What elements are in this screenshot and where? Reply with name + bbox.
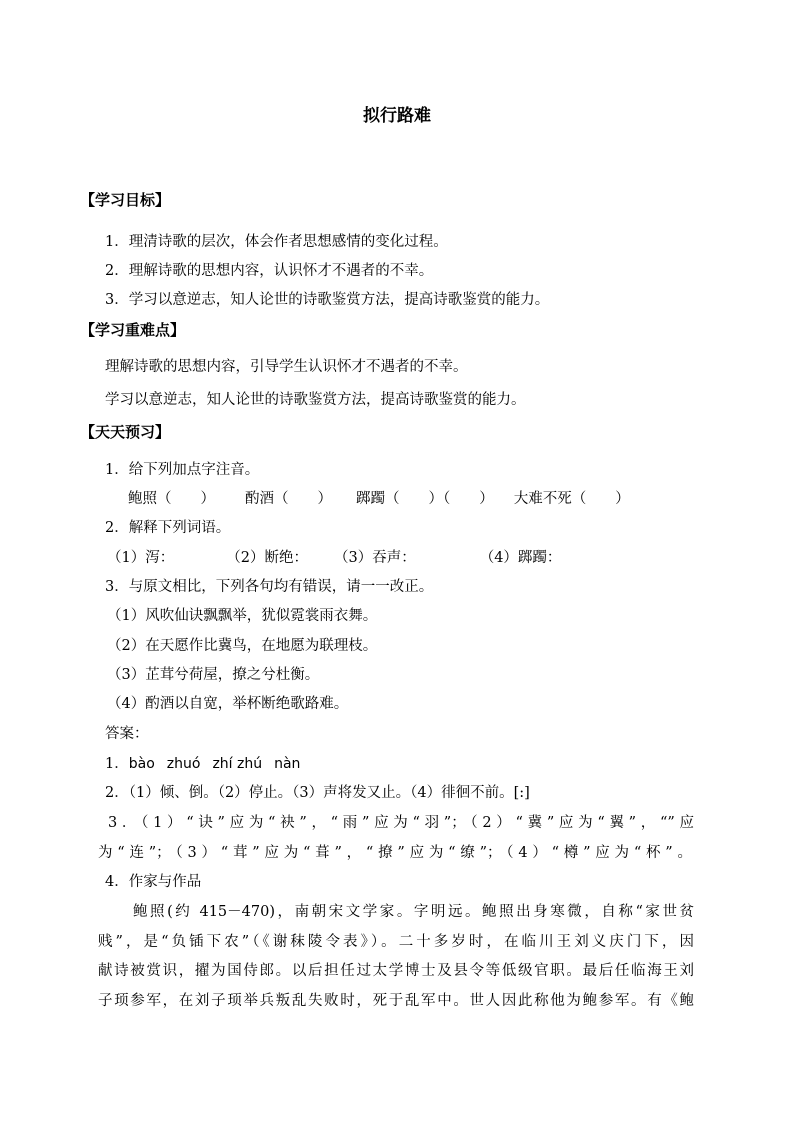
question-4-label: 4．作家与作品 [105,874,202,890]
word-item: 鲍照（ ） [128,491,215,507]
question-3-item-3: （3）芷茸兮荷屋，撩之兮杜衡。 [107,667,320,683]
question-3-item-1: （1）风吹仙诀飘飘举，犹似霓裳雨衣舞。 [107,608,378,624]
term-item: （2）断绝： [226,550,308,566]
pinyin-item: zhuó [166,756,201,772]
answer-2: 2．（1）倾、倒。（2）停止。（3）声将发又止。（4）徘徊不前。[:] [105,785,530,801]
answer-3-line-1: 3．（1）“诀”应为“袂”，“雨”应为“羽”；（2）“冀”应为“翼”，“”应 [108,815,694,831]
question-1-words [128,489,630,509]
page-title: 拟行路难 [363,106,431,126]
answers-label: 答案： [105,726,149,742]
answer-1 [105,754,300,774]
author-bio-line-2: 贱”，是“负锸下农”（《谢秣陵令表》）。二十多岁时，在临川王刘义庆门下，因 [98,934,694,950]
word-item: 踯躅（ ）（ ） [356,491,494,507]
keypoint-item-2: 学习以意逆志，知人论世的诗歌鉴赏方法，提高诗歌鉴赏的能力。 [105,392,526,408]
pinyin-item: zhí zhú [212,756,263,772]
goal-item-2: 2．理解诗歌的思想内容，认识怀才不遇者的不幸。 [105,263,434,279]
pinyin-item: bào [128,756,155,772]
keypoint-item-1: 理解诗歌的思想内容，引导学生认识怀才不遇者的不幸。 [105,359,468,375]
question-1-label: 1．给下列加点字注音。 [105,462,260,478]
preview-heading: 【天天预习】 [80,423,171,441]
term-item: （3）吞声： [333,550,416,566]
goals-heading: 【学习目标】 [80,191,171,209]
question-3-item-2: （2）在天愿作比冀鸟，在地愿为联理枝。 [107,638,378,654]
question-2-items [107,548,561,568]
author-bio-line-4: 子顼参军，在刘子顼举兵叛乱失败时，死于乱军中。世人因此称他为鲍参军。有《鲍 [98,993,694,1009]
author-bio-line-3: 献诗被赏识，擢为国侍郎。以后担任过太学博士及县令等低级官职。最后任临海王刘 [98,963,694,979]
goal-item-3: 3．学习以意逆志，知人论世的诗歌鉴赏方法，提高诗歌鉴赏的能力。 [105,292,550,308]
word-item: 大难不死（ ） [513,491,630,507]
pinyin-item: nàn [274,756,301,772]
goal-item-1: 1．理清诗歌的层次，体会作者思想感情的变化过程。 [105,234,448,250]
keypoints-heading: 【学习重难点】 [80,321,186,339]
term-item: （1）泻： [107,550,175,566]
question-3-label: 3．与原文相比，下列各句均有错误，请一一改正。 [105,579,434,595]
question-2-label: 2．解释下列词语。 [105,520,231,536]
question-3-item-4: （4）酌酒以自宽，举杯断绝歌路难。 [107,696,349,712]
author-bio-line-1: 鲍照(约 415－470)，南朝宋文学家。字明远。鲍照出身寒微，自称“家世贫 [133,904,694,920]
answer-1-prefix: 1． [105,756,129,772]
word-item: 酌酒（ ） [245,491,332,507]
term-item: （4）踯躅： [479,550,562,566]
answer-3-line-2: 为“连”；（3）“茸”应为“葺”，“撩”应为“缭”；（4）“樽”应为“杯”。 [98,845,692,861]
